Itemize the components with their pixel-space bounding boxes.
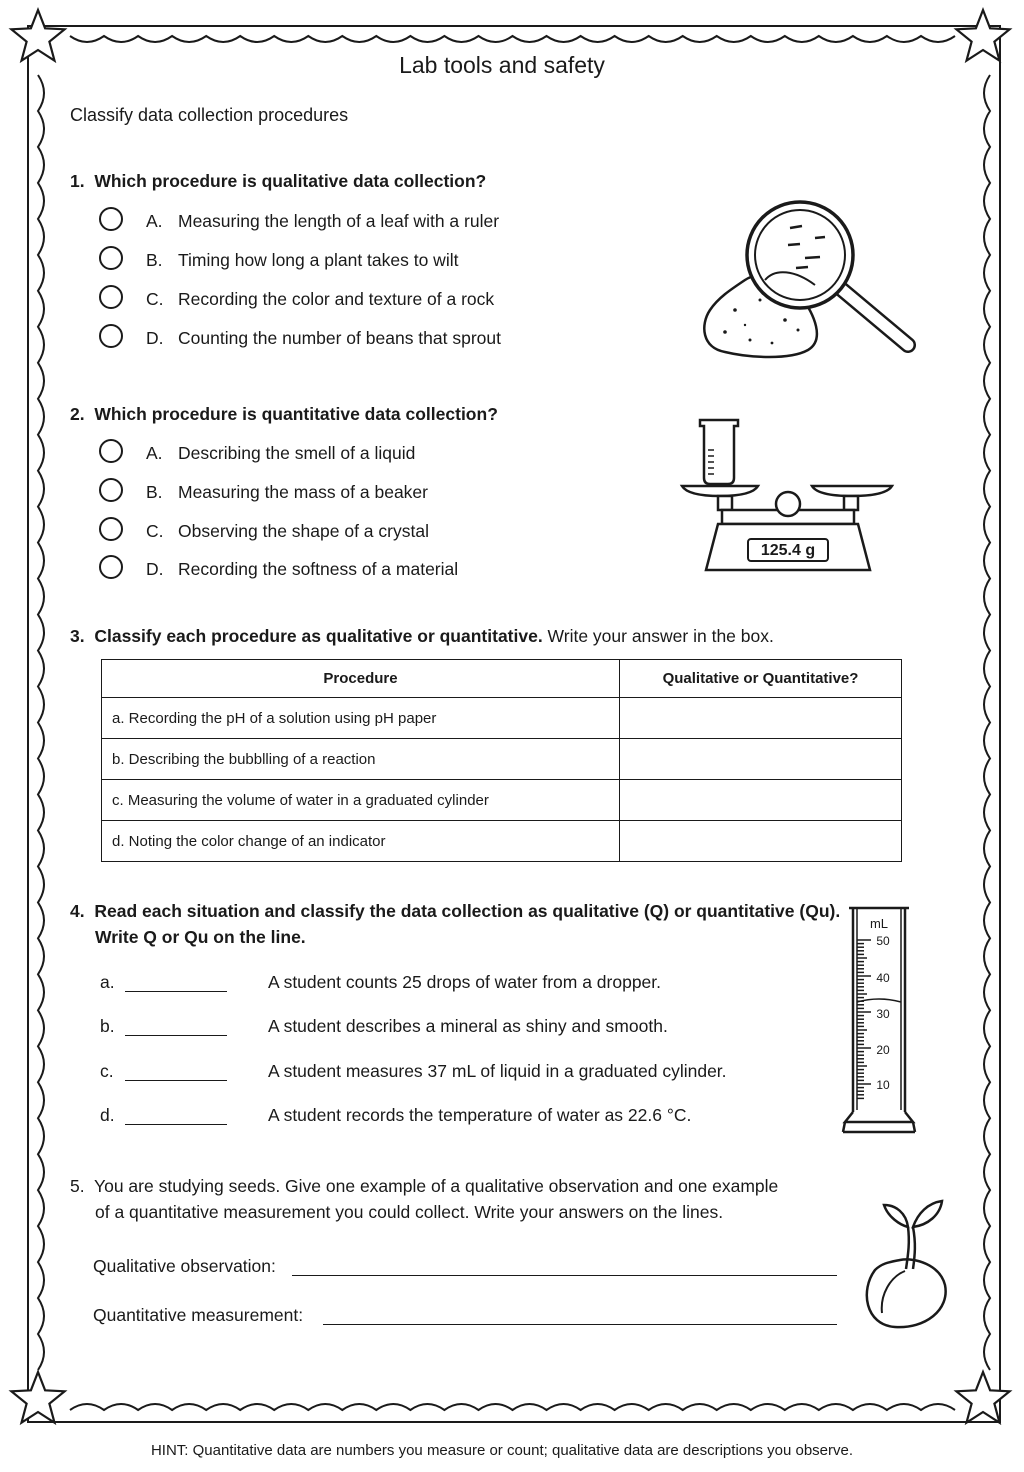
question-3-heading: [70, 626, 774, 647]
option-text: Measuring the length of a leaf with a ruler: [178, 211, 500, 231]
option-text: Describing the smell of a liquid: [178, 443, 416, 463]
radio-circle[interactable]: [99, 517, 123, 541]
situation-text: A student counts 25 drops of water from a dropper.: [268, 972, 662, 992]
option-letter: C.: [146, 289, 164, 309]
question-number: 1.: [70, 171, 85, 191]
question-number: 5.: [70, 1176, 85, 1196]
question-instruction: Write your answer in the box.: [542, 626, 774, 646]
qualitative-answer-line[interactable]: [292, 1275, 837, 1276]
option-1b[interactable]: [99, 250, 599, 272]
option-letter: C.: [146, 521, 164, 541]
table-row: [102, 698, 902, 739]
option-2d[interactable]: [99, 559, 599, 581]
answer-line[interactable]: [125, 1035, 227, 1036]
question-number: 4.: [70, 901, 85, 921]
situation-text: A student measures 37 mL of liquid in a graduated cylinder.: [268, 1061, 727, 1081]
situation-d: [100, 1105, 800, 1129]
option-text: Counting the number of beans that sprout: [178, 328, 501, 348]
procedure-cell: a. Recording the pH of a solution using pH paper: [102, 698, 620, 739]
answer-line[interactable]: [125, 991, 227, 992]
answer-line[interactable]: [125, 1080, 227, 1081]
radio-circle[interactable]: [99, 207, 123, 231]
classification-table: [101, 659, 902, 862]
item-label: a.: [100, 972, 115, 992]
option-text: Recording the softness of a material: [178, 559, 459, 579]
option-2b[interactable]: [99, 482, 599, 504]
question-5-heading: [70, 1176, 778, 1197]
cylinder-tick-label: 40: [876, 971, 890, 985]
column-header-procedure: Procedure: [102, 660, 620, 698]
option-letter: D.: [146, 559, 164, 579]
question-text: You are studying seeds. Give one example of a qualitative observation and one example: [94, 1176, 779, 1196]
question-text: Read each situation and classify the data collection as qualitative (Q) or quantitative (Qu).: [94, 901, 841, 921]
magnifying-glass-rock-icon: [690, 200, 930, 365]
question-text: Which procedure is qualitative data collection?: [94, 171, 487, 191]
quantitative-answer-line[interactable]: [323, 1324, 837, 1325]
cylinder-tick-label: 10: [876, 1078, 890, 1092]
scale-reading: 125.4 g: [760, 542, 816, 559]
table-header-row: [102, 660, 902, 698]
question-2-heading: [70, 404, 498, 425]
star-icon: [11, 1372, 64, 1423]
question-number: 3.: [70, 626, 85, 646]
procedure-cell: b. Describing the bubblling of a reaction: [102, 739, 620, 780]
radio-circle[interactable]: [99, 285, 123, 309]
answer-box[interactable]: [620, 698, 902, 739]
graduated-cylinder-icon: [835, 900, 920, 1140]
question-text: Which procedure is quantitative data collection?: [94, 404, 498, 424]
option-letter: D.: [146, 328, 164, 348]
answer-box[interactable]: [620, 821, 902, 862]
radio-circle[interactable]: [99, 324, 123, 348]
option-1c[interactable]: [99, 289, 599, 311]
radio-circle[interactable]: [99, 478, 123, 502]
item-label: c.: [100, 1061, 114, 1081]
option-letter: B.: [146, 482, 163, 502]
quantitative-label: Quantitative measurement:: [93, 1305, 304, 1325]
option-2a[interactable]: [99, 443, 599, 465]
question-text: Classify each procedure as qualitative or quantitative.: [94, 626, 543, 646]
question-5-instruction: of a quantitative measurement you could collect. Write your answers on the lines.: [95, 1202, 724, 1222]
situation-b: [100, 1016, 800, 1040]
option-1a[interactable]: [99, 211, 599, 233]
cylinder-unit-label: mL: [869, 916, 889, 931]
balance-scale-icon: [678, 412, 908, 577]
table-row: [102, 821, 902, 862]
table-row: [102, 739, 902, 780]
situation-a: [100, 972, 800, 996]
situation-c: [100, 1061, 800, 1085]
option-letter: A.: [146, 211, 163, 231]
option-1d[interactable]: [99, 328, 599, 350]
page-subtitle: Classify data collection procedures: [70, 105, 349, 125]
option-text: Timing how long a plant takes to wilt: [178, 250, 459, 270]
cylinder-tick-label: 20: [876, 1043, 890, 1057]
option-text: Measuring the mass of a beaker: [178, 482, 428, 502]
option-text: Recording the color and texture of a rock: [178, 289, 495, 309]
answer-box[interactable]: [620, 780, 902, 821]
procedure-cell: d. Noting the color change of an indicator: [102, 821, 620, 862]
option-2c[interactable]: [99, 521, 599, 543]
star-icon: [956, 1372, 1009, 1423]
qualitative-label: Qualitative observation:: [93, 1256, 276, 1276]
option-letter: A.: [146, 443, 163, 463]
situation-text: A student records the temperature of water as 22.6 °C.: [268, 1105, 692, 1125]
procedure-cell: c. Measuring the volume of water in a graduated cylinder: [102, 780, 620, 821]
situation-text: A student describes a mineral as shiny and smooth.: [268, 1016, 668, 1036]
radio-circle[interactable]: [99, 246, 123, 270]
item-label: b.: [100, 1016, 115, 1036]
cylinder-tick-label: 30: [876, 1007, 890, 1021]
question-4-heading: [70, 901, 840, 922]
sprouting-seed-icon: [860, 1195, 960, 1335]
question-number: 2.: [70, 404, 85, 424]
item-label: d.: [100, 1105, 115, 1125]
option-text: Observing the shape of a crystal: [178, 521, 429, 541]
cylinder-tick-label: 50: [876, 934, 890, 948]
page-title: Lab tools and safety: [399, 52, 605, 78]
column-header-answer: Qualitative or Quantitative?: [620, 660, 902, 698]
question-4-instruction: Write Q or Qu on the line.: [95, 927, 306, 947]
table-row: [102, 780, 902, 821]
answer-line[interactable]: [125, 1124, 227, 1125]
answer-box[interactable]: [620, 739, 902, 780]
radio-circle[interactable]: [99, 555, 123, 579]
question-1-heading: [70, 171, 486, 192]
radio-circle[interactable]: [99, 439, 123, 463]
hint-text: HINT: Quantitative data are numbers you measure or count; qualitative data are descriptions you observe.: [150, 1442, 854, 1459]
option-letter: B.: [146, 250, 163, 270]
